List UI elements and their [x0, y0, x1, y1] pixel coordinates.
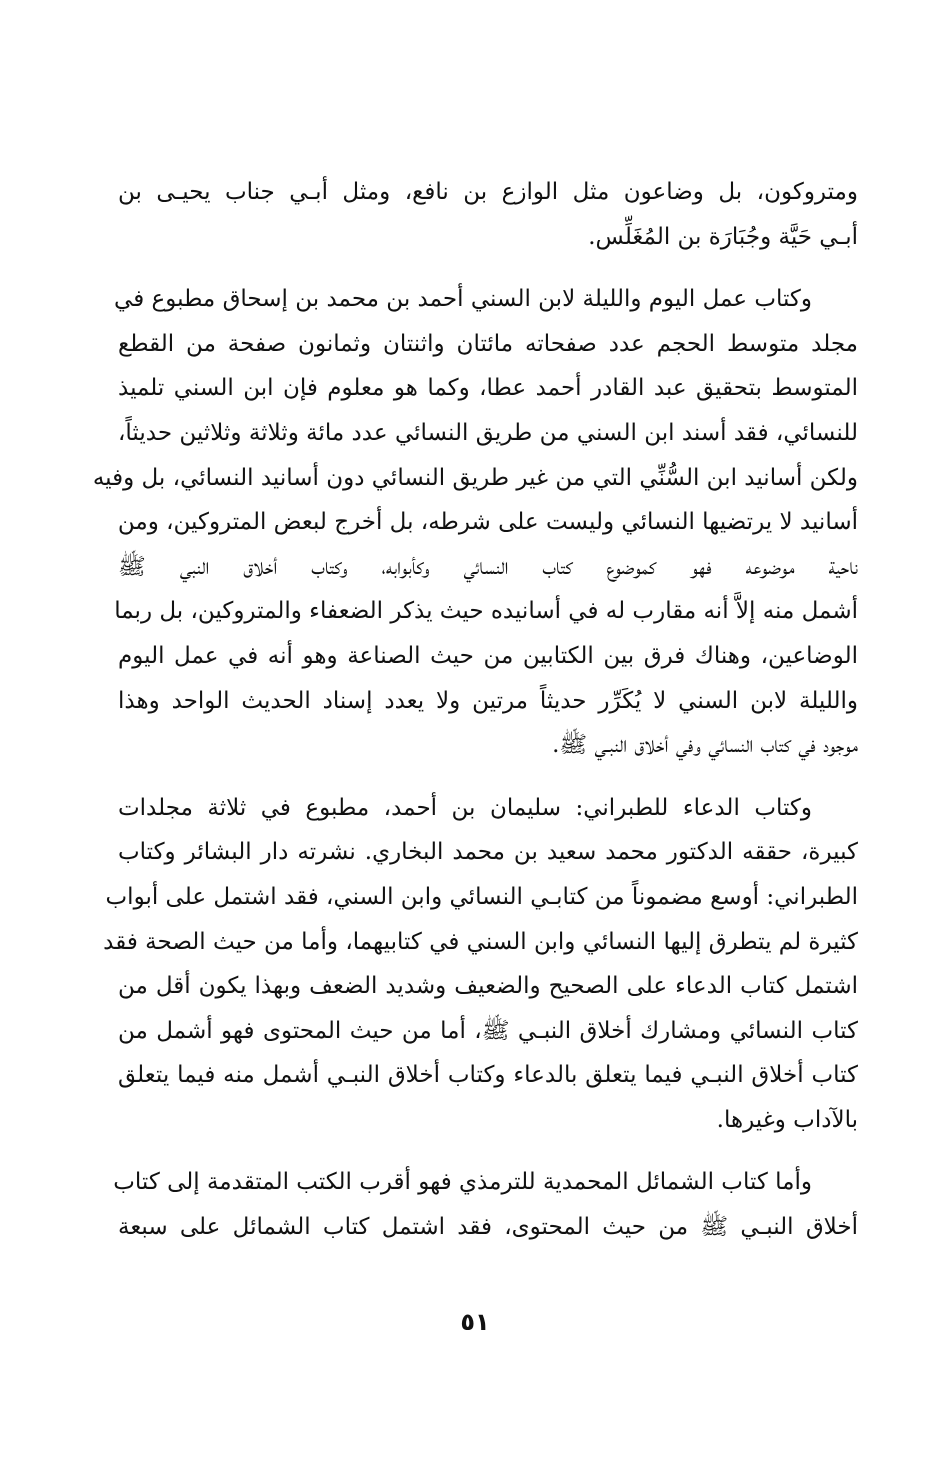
text-line: ومتروكون، بل وضاعون مثل الوازع بن نافع، ومثل أبـي جناب يحيـى بن	[118, 179, 858, 205]
text-line: اشتمل كتاب الدعاء على الصحيح والضعيف وشديد الضعف وبهذا يكون أقل من	[118, 973, 858, 1000]
text-line: كتاب أخلاق النبـي فيما يتعلق بالدعاء وكتاب أخلاق النبـي أشمل منه فيما يتعلق	[118, 1062, 858, 1089]
text-line: أبـي حَيَّة وجُبَارَة بن المُغَلِّس.	[588, 223, 858, 250]
text-line: وكتاب عمل اليوم والليلة لابن السني أحمد بن محمد بن إسحاق مطبوع في	[114, 286, 812, 313]
paragraph-continuation	[118, 170, 858, 259]
text-line: بالآداب وغيرها.	[716, 1106, 858, 1133]
text-line: أشمل منه إلاَّ أنه مقارب له في أسانيده حيث يذكر الضعفاء والمتروكين، بل ربما	[114, 598, 858, 625]
paragraph-ibn-al-sunni	[92, 277, 858, 768]
paragraph-shamail	[113, 1160, 858, 1249]
text-line: كتاب النسائي ومشارك أخلاق النبـي ﷺ، أما من حيث المحتوى فهو أشمل من	[118, 1017, 858, 1044]
text-line: الوضاعين، وهناك فرق بين الكتابين من حيث الصناعة وهو أنه في عمل اليوم	[118, 642, 858, 669]
paragraph-tabarani	[103, 786, 858, 1143]
text-line: وكتاب الدعاء للطبراني: سليمان بن أحمد، مطبوع في ثلاثة مجلدات	[118, 794, 812, 821]
text-line: للنسائي، فقد أسند ابن السني من طريق النسائي عدد مائة وثلاثة وثلاثين حديثاً،	[118, 419, 858, 446]
text-line: موجود في كتاب النسائي وفي أخلاق النبـي ﷺ.	[552, 732, 858, 759]
text-line: أسانيد لا يرتضيها النسائي وليست على شرطه، بل أخرج لبعض المتروكين، ومن	[117, 509, 858, 536]
text-line: مجلد متوسط الحجم عدد صفحاته مائتان واثنتان وثمانون صفحة من القطع	[118, 330, 858, 357]
text-line: أخلاق النبـي ﷺ من حيث المحتوى، فقد اشتمل كتاب الشمائل على سبعة	[118, 1214, 858, 1241]
text-line: وأما كتاب الشمائل المحمدية للترمذي فهو أقرب الكتب المتقدمة إلى كتاب	[113, 1169, 812, 1196]
text-line: كبيرة، حققه الدكتور محمد سعيد بن محمد البخاري. نشرته دار البشائر وكتاب	[118, 839, 858, 866]
page-body	[92, 170, 858, 1268]
text-line: الطبراني: أوسع مضموناً من كتابـي النسائي وابن السني، فقد اشتمل على أبواب	[105, 883, 858, 910]
page-number: ٥١	[460, 1308, 490, 1336]
text-line: ناحية موضوعه فهو كموضوع كتاب النسائي وكأبوابه، وكتاب أخلاق النبي ﷺ	[118, 553, 858, 580]
text-line: ولكن أسانيد ابن السُّنِّي التي من غير طريق النسائي دون أسانيد النسائي، بل وفيه	[92, 464, 858, 491]
text-line: والليلة لابن السني لا يُكَرِّر حديثاً مرتين ولا يعدد إسناد الحديث الواحد وهذا	[118, 687, 858, 714]
text-line: المتوسط بتحقيق عبد القادر أحمد عطا، وكما هو معلوم فإن ابن السني تلميذ	[118, 375, 858, 402]
text-line: كثيرة لم يتطرق إليها النسائي وابن السني في كتابيهما، وأما من حيث الصحة فقد	[103, 928, 858, 955]
